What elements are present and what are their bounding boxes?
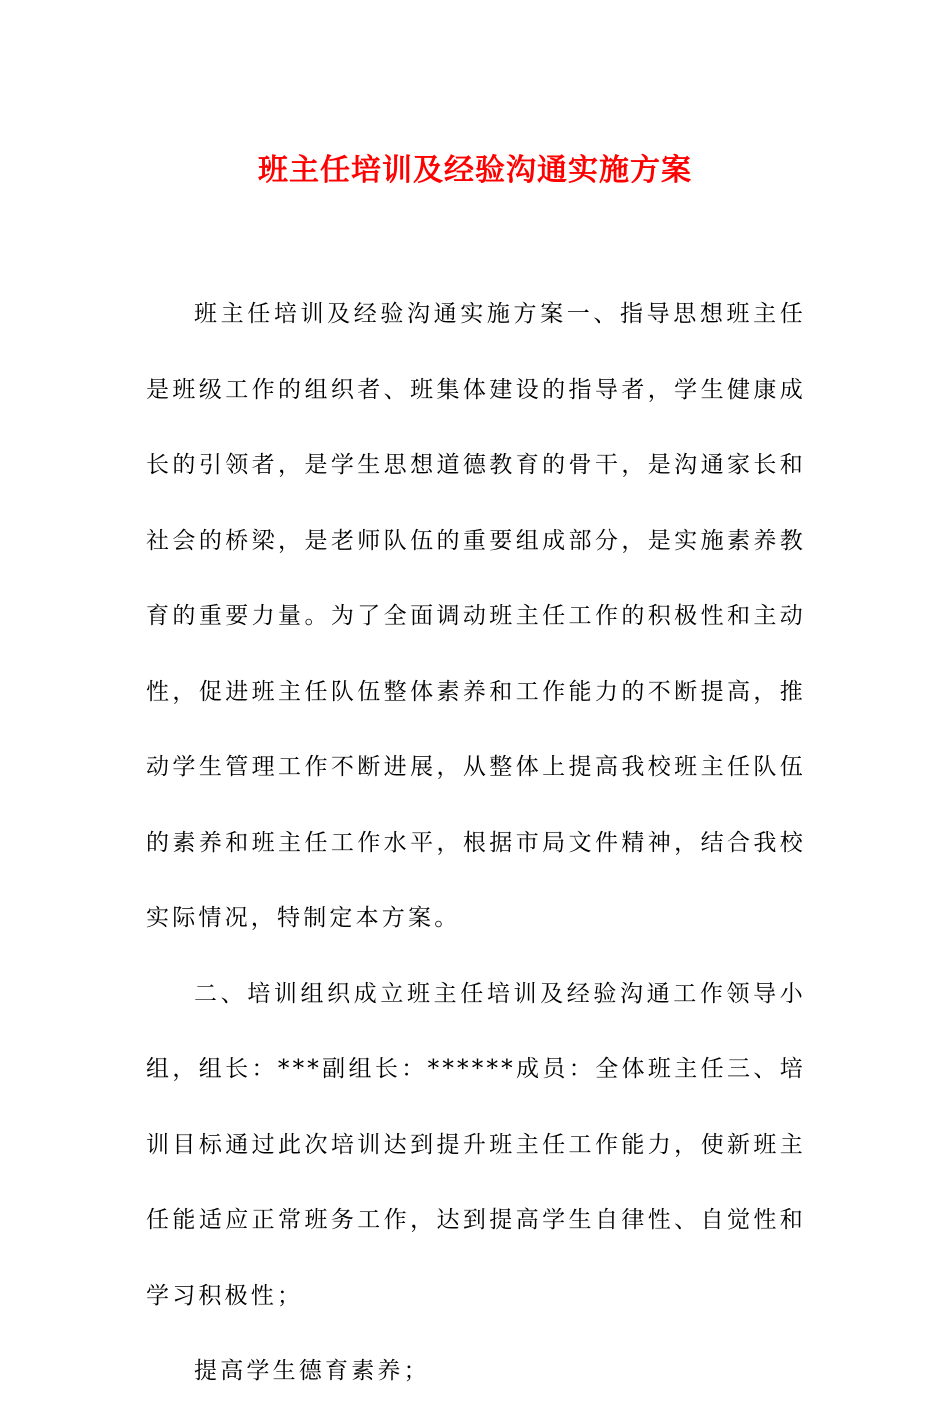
paragraph-training-organization: 二、培训组织成立班主任培训及经验沟通工作领导小组，组长：***副组长：******成员：全体班主任三、培训目标通过此次培训达到提升班主任工作能力，使新班主任能适应正常班务工作，达到提高学生自律性、自觉性和学习积极性；: [146, 980, 806, 1309]
paragraph-moral-education: 提高学生德育素养；: [194, 1358, 430, 1384]
paragraph-guiding-ideology: 班主任培训及经验沟通实施方案一、指导思想班主任是班级工作的组织者、班集体建设的指导者，学生健康成长的引领者，是学生思想道德教育的骨干，是沟通家长和社会的桥梁，是老师队伍的重要组成部分，是实施素养教育的重要力量。为了全面调动班主任工作的积极性和主动性，促进班主任队伍整体素养和工作能力的不断提高，推动学生管理工作不断进展，从整体上提高我校班主任队伍的素养和班主任工作水平，根据市局文件精神，结合我校实际情况，特制定本方案。: [146, 301, 806, 931]
document-title: 班主任培训及经验沟通实施方案: [258, 153, 692, 188]
document-body: [146, 277, 806, 1410]
